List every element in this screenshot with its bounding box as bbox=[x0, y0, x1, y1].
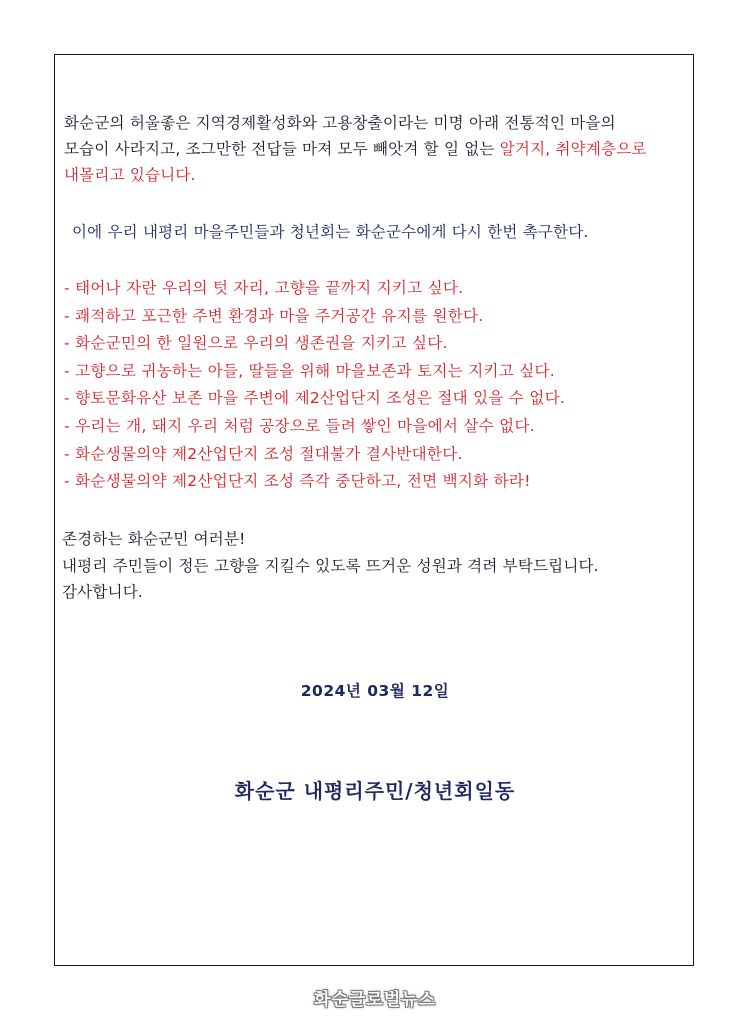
demand-item: - 쾌적하고 포근한 주변 환경과 마을 주거공간 유지를 원한다. bbox=[64, 306, 484, 325]
demand-item: - 화순군민의 한 일원으로 우리의 생존권을 지키고 싶다. bbox=[64, 334, 448, 353]
demand-item: - 화순생물의약 제2산업단지 조성 즉각 중단하고, 전면 백지화 하라! bbox=[64, 472, 531, 491]
closing-thanks: 감사합니다. bbox=[62, 583, 143, 601]
demand-item: - 고향으로 귀농하는 아들, 딸들을 위해 마을보존과 토지는 지키고 싶다. bbox=[64, 361, 556, 380]
signature: 화순군 내평리주민/청년회일동 bbox=[234, 779, 516, 803]
intro-line-2-text: 모습이 사라지고, 조그만한 전답들 마져 모두 빼앗겨 할 일 없는 bbox=[64, 140, 500, 158]
intro-line-2 bbox=[64, 136, 692, 162]
intro-line-1: 화순군의 허울좋은 지역경제활성화와 고용창출이라는 미명 아래 전통적인 마을의 bbox=[64, 114, 616, 132]
document-date: 2024년 03월 12일 bbox=[300, 682, 450, 700]
demands-list bbox=[64, 275, 565, 496]
demand-statement: 이에 우리 내평리 마을주민들과 청년회는 화순군수에게 다시 한번 촉구한다. bbox=[72, 223, 589, 241]
intro-line-2-highlight: 알거지, 취약계층으로 bbox=[499, 140, 647, 158]
demand-item: - 화순생물의약 제2산업단지 조성 절대불가 결사반대한다. bbox=[64, 444, 463, 463]
intro-line-3-highlight: 내몰리고 있습니다. bbox=[64, 166, 196, 184]
closing-paragraph bbox=[62, 526, 599, 606]
demand-item: - 향토문화유산 보존 마을 주변에 제2산업단지 조성은 절대 있을 수 없다. bbox=[64, 389, 566, 408]
document-border bbox=[54, 54, 694, 966]
demand-item: - 태어나 자란 우리의 텃 자리, 고향을 끝까지 지키고 싶다. bbox=[64, 279, 464, 297]
closing-greeting: 존경하는 화순군민 여러분! bbox=[62, 530, 246, 548]
demand-item: - 우리는 개, 돼지 우리 처럼 공장으로 들려 쌓인 마을에서 살수 없다. bbox=[64, 416, 535, 435]
closing-request: 내평리 주민들이 정든 고향을 지킬수 있도록 뜨거운 성원과 격려 부탁드립니다. bbox=[62, 556, 599, 575]
watermark: 화순글로벌뉴스 bbox=[314, 990, 436, 1010]
intro-paragraph bbox=[64, 110, 692, 188]
